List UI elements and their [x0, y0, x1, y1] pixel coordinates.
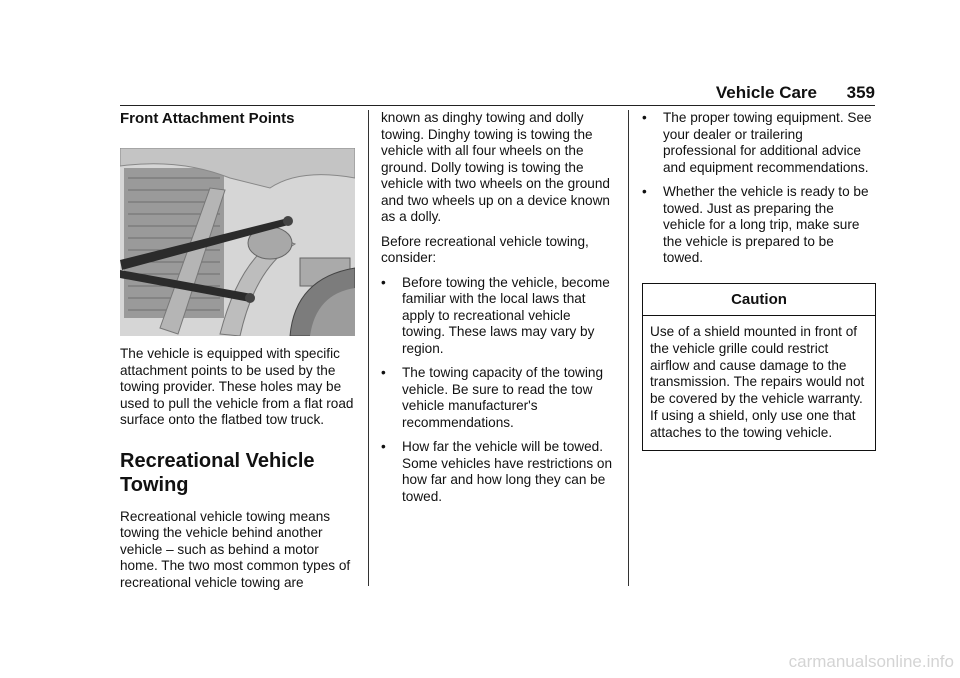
page-header: [120, 83, 875, 106]
recreational-towing-heading: Recreational Vehicle Towing: [120, 449, 315, 496]
considerations-list-continued: [642, 110, 876, 267]
recreational-intro: Recreational vehicle towing means towing the vehicle behind another vehicle – such as behind a motor home. The two most common types of recreational vehicle towing are: [120, 508, 351, 590]
before-towing-text: Before recreational vehicle towing, consider:: [381, 233, 589, 265]
list-item: • The towing capacity of the towing vehicle. Be sure to read the tow vehicle manufacturer's recommendations.: [381, 365, 603, 430]
bullet-marker: •: [381, 439, 386, 454]
caution-title: Caution: [643, 284, 875, 317]
considerations-list: [381, 275, 613, 506]
column-divider-right: [628, 110, 629, 586]
bullet-marker: •: [381, 365, 386, 380]
list-item: • The proper towing equipment. See your dealer or trailering professional for additional advice and equipment recommendations.: [642, 110, 872, 175]
column-divider-left: [368, 110, 369, 586]
bullet-marker: •: [642, 110, 647, 125]
caution-box: [642, 283, 876, 451]
page-number: 359: [846, 83, 875, 102]
towing-types-text: known as dinghy towing and dolly towing. Dinghy towing is towing the vehicle with all four wheels on the ground. Dolly towing is towing the vehicle with two wheels on the ground and two wheels up on a device known as a dolly.: [381, 110, 610, 224]
list-item: • Before towing the vehicle, become familiar with the local laws that apply to recreational vehicle towing. These laws may vary by region.: [381, 274, 610, 356]
column-left: [120, 110, 356, 599]
section-title: Vehicle Care: [715, 83, 817, 102]
front-attachment-heading: Front Attachment Points: [120, 110, 295, 127]
column-middle: [381, 110, 613, 513]
front-attachment-illustration: [120, 148, 355, 336]
watermark: carmanualsonline.info: [788, 652, 954, 671]
bullet-marker: •: [642, 184, 647, 199]
bullet-marker: •: [381, 274, 386, 290]
column-right: [642, 110, 876, 451]
attachment-description: The vehicle is equipped with specific attachment points to be used by the towing provider. These holes may be used to pull the vehicle from a flat road surface onto the flatbed tow truck.: [120, 346, 354, 427]
list-item: • Whether the vehicle is ready to be towed. Just as preparing the vehicle for a long trip, make sure the vehicle is prepared to be towed.: [642, 184, 869, 265]
caution-text: Use of a shield mounted in front of the vehicle grille could restrict airflow and cause damage to the transmission. The repairs would not be covered by the vehicle warranty. If using a shield, only use one that attaches to the towing vehicle.: [650, 324, 865, 440]
list-item: • How far the vehicle will be towed. Some vehicles have restrictions on how far and how long they can be towed.: [381, 439, 613, 504]
